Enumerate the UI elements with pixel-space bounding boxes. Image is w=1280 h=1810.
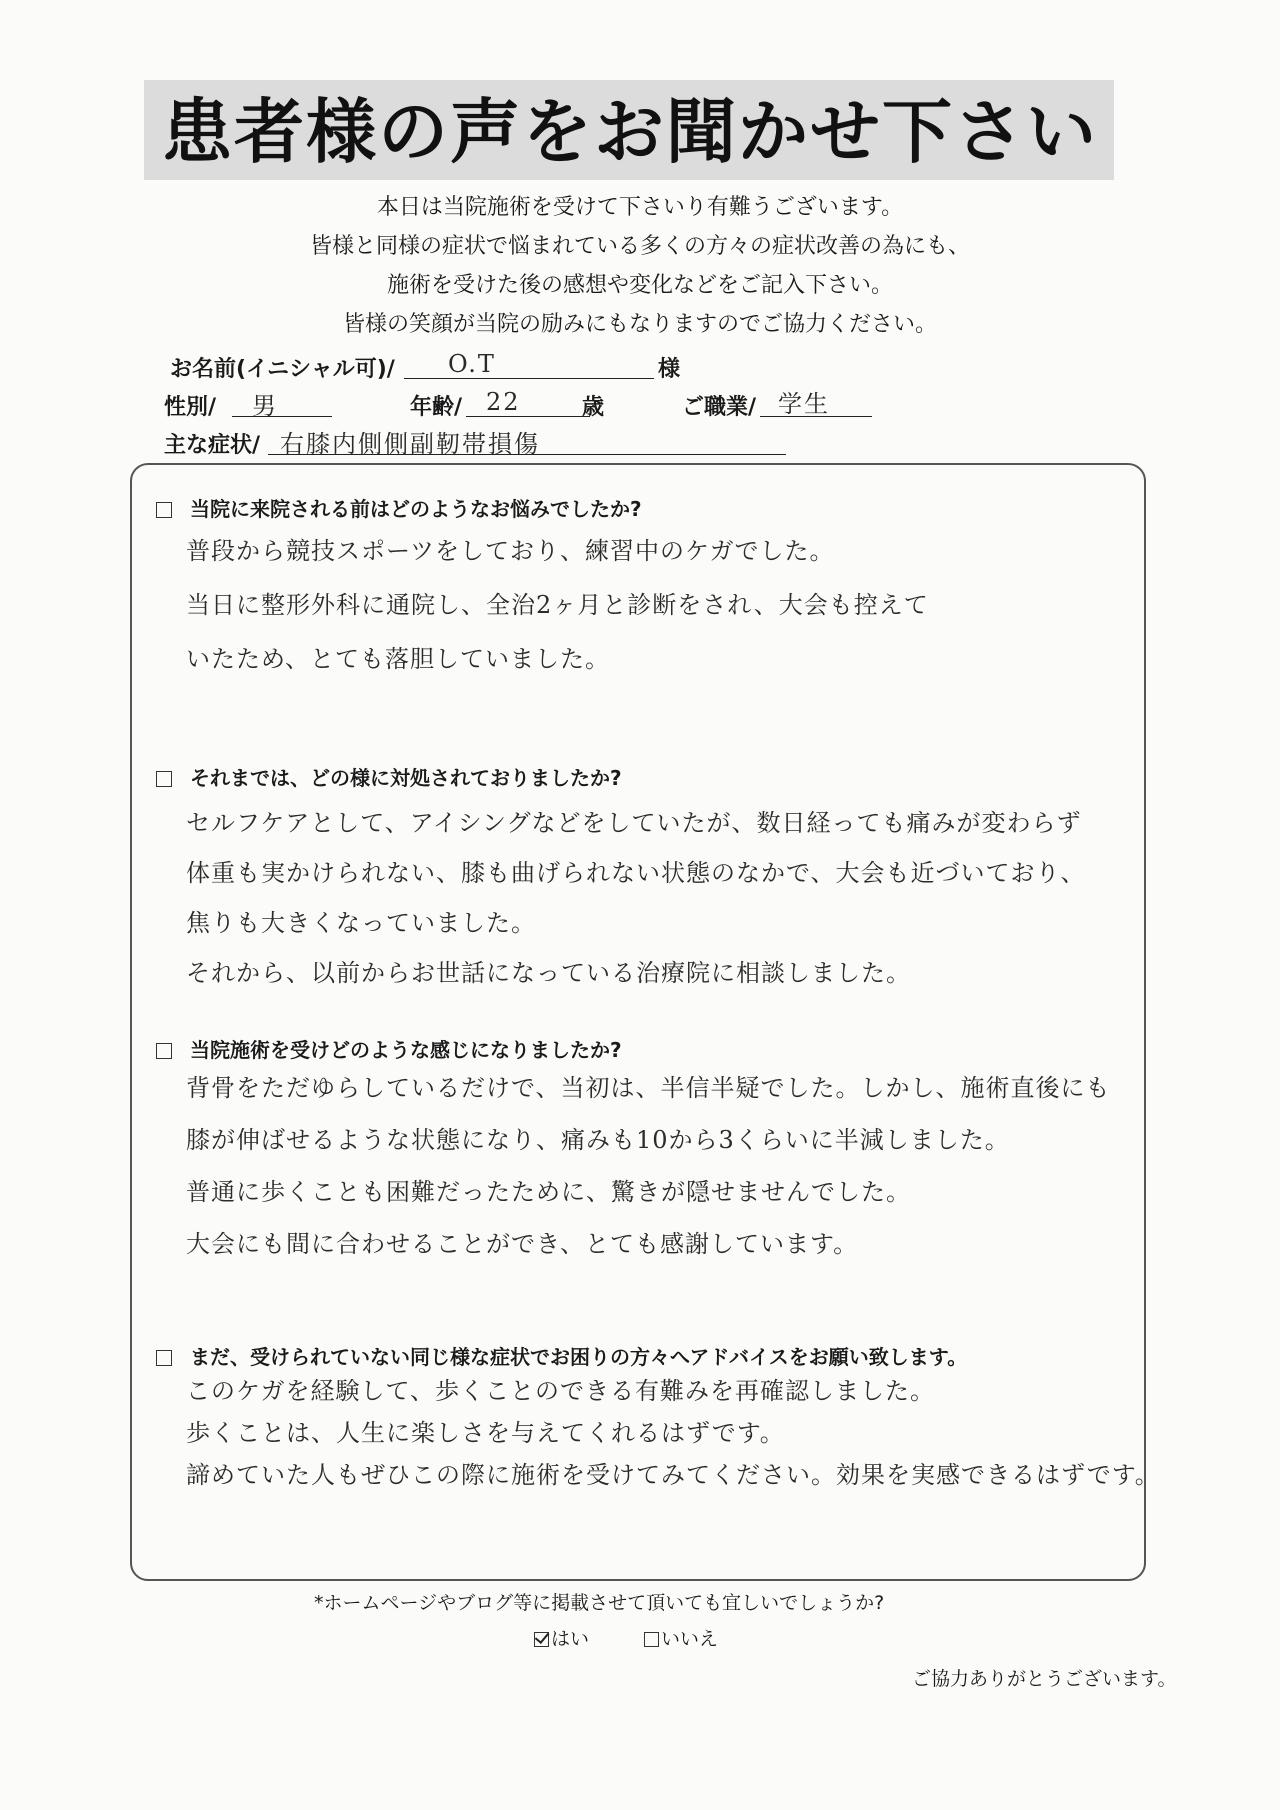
page-title: 患者様の声をお聞かせ下さい <box>162 91 1098 173</box>
yes-label: はい <box>551 1628 590 1650</box>
question-text: 当院に来院される前はどのようなお悩みでしたか? <box>190 497 642 521</box>
consent-no-option[interactable] <box>644 1624 718 1651</box>
no-label: いいえ <box>661 1628 719 1650</box>
yes-checkbox[interactable] <box>534 1632 549 1647</box>
question-2 <box>156 762 622 791</box>
intro-line: 皆様の笑顔が当院の励みにもなりますのでご協力ください。 <box>342 312 937 337</box>
question-checkbox[interactable] <box>156 502 172 518</box>
question-checkbox[interactable] <box>156 1043 172 1059</box>
answer-line: セルフケアとして、アイシングなどをしていたが、数日経っても痛みが変わらず <box>186 809 1082 837</box>
answer-line: 当日に整形外科に通院し、全治2ヶ月と診断をされ、大会も控えて <box>186 591 929 619</box>
question-text: それまでは、どの様に対処されておりましたか? <box>190 766 622 790</box>
question-3 <box>156 1034 622 1063</box>
answer-2 <box>186 798 1126 998</box>
thanks-text: ご協力ありがとうございます。 <box>912 1668 1177 1690</box>
symptom-label: 主な症状/ <box>164 433 261 458</box>
consent-yes-option[interactable] <box>534 1624 589 1651</box>
question-4 <box>156 1341 967 1370</box>
age-value[interactable]: 22 <box>486 388 521 416</box>
name-label: お名前(イニシャル可)/ <box>170 357 395 382</box>
job-value[interactable]: 学生 <box>778 390 830 418</box>
question-1 <box>156 493 642 522</box>
answer-line: このケガを経験して、歩くことのできる有難みを再確認しました。 <box>186 1377 936 1405</box>
job-label: ご職業/ <box>682 395 757 420</box>
answer-line: 焦りも大きくなっていました。 <box>186 909 536 937</box>
answer-line: それから、以前からお世話になっている治療院に相談しました。 <box>186 959 911 987</box>
age-suffix: 歳 <box>582 395 605 420</box>
consent-question: *ホームページやブログ等に掲載させて頂いても宜しいでしょうか? <box>314 1592 885 1614</box>
answer-line: 体重も実かけられない、膝も曲げられない状態のなかで、大会も近づいており、 <box>186 859 1086 887</box>
no-checkbox[interactable] <box>644 1632 659 1647</box>
intro-text <box>180 188 1100 344</box>
gender-label: 性別/ <box>164 395 217 420</box>
question-checkbox[interactable] <box>156 771 172 787</box>
gender-value[interactable]: 男 <box>252 392 278 420</box>
age-label: 年齢/ <box>410 395 463 420</box>
question-text: 当院施術を受けどのような感じになりましたか? <box>190 1038 622 1062</box>
intro-line: 施術を受けた後の感想や変化などをご記入下さい。 <box>386 273 893 298</box>
age-underline <box>466 416 590 417</box>
intro-line: 本日は当院施術を受けて下さいり有難うございます。 <box>376 195 904 220</box>
answer-4 <box>186 1370 1160 1496</box>
answer-line: 諦めていた人もぜひこの際に施術を受けてみてください。効果を実感できるはずです。 <box>186 1461 1160 1489</box>
answer-line: いたため、とても落胆していました。 <box>186 645 611 673</box>
answer-line: 普通に歩くことも困難だったために、驚きが隠せませんでした。 <box>186 1178 911 1206</box>
answer-line: 普段から競技スポーツをしており、練習中のケガでした。 <box>186 537 835 565</box>
answer-line: 背骨をただゆらしているだけで、当初は、半信半疑でした。しかし、施術直後にも <box>186 1074 1111 1102</box>
answer-3 <box>186 1062 1126 1270</box>
question-text: まだ、受けられていない同じ様な症状でお困りの方々へアドバイスをお願い致します。 <box>190 1345 968 1369</box>
name-suffix: 様 <box>658 357 681 382</box>
answer-line: 歩くことは、人生に楽しさを与えてくれるはずです。 <box>186 1419 785 1447</box>
symptom-value[interactable]: 右膝内側側副靭帯損傷 <box>280 430 540 458</box>
answer-line: 膝が伸ばせるような状態になり、痛みも10から3くらいに半減しました。 <box>186 1126 1010 1154</box>
name-underline <box>404 378 654 379</box>
name-value[interactable]: O.T <box>448 350 496 378</box>
question-checkbox[interactable] <box>156 1350 172 1366</box>
intro-line: 皆様と同様の症状で悩まれている多くの方々の症状改善の為にも、 <box>309 234 970 259</box>
answer-line: 大会にも間に合わせることができ、とても感謝しています。 <box>186 1230 859 1258</box>
answer-1 <box>186 524 1126 686</box>
gender-underline <box>232 416 332 417</box>
